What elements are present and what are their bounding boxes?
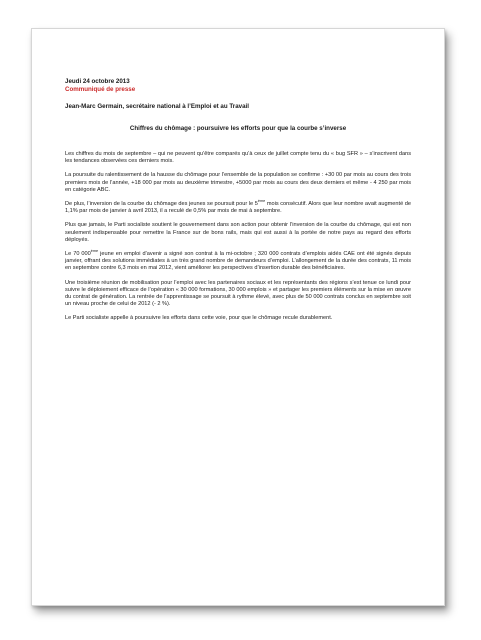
paragraph-text: mois consécutif. Alors que leur nombre avait augmenté de 1,1% par mois de janvier à avril 2013, il a reculé de 0,5% par mois de mai à septembre. bbox=[65, 201, 411, 215]
paragraph-conclusion: Le Parti socialiste appelle à poursuivre les efforts dans cette voie, pour que le chômage recule durablement. bbox=[65, 315, 333, 322]
document-title: Chiffres du chômage : poursuivre les efforts pour que la courbe s’inverse bbox=[129, 124, 347, 132]
paragraph-intro: Les chiffres du mois de septembre – qui ne peuvent qu’être comparés qu’à ceux de juillet compte tenu du « bug SFR » – s’inscrivent dans les tendances observées ces derniers mois. bbox=[65, 151, 411, 165]
document-author: Jean-Marc Germain, secrétaire national à l’Emploi et au Travail bbox=[65, 103, 249, 110]
paragraph-text: De plus, l’inversion de la courbe du chômage des jeunes se poursuit pour le 5 bbox=[65, 201, 258, 208]
paragraph-text: Le 70 000 bbox=[65, 251, 91, 258]
paragraph-youth bbox=[65, 201, 411, 215]
paragraph-meeting: Une troisième réunion de mobilisation pour l’emploi avec les partenaires sociaux et les représentants des régions s’est tenue ce lundi pour suivre le déploiement efficace de l’opération « 30 000 formations, 30 000 emplois » et partager les premiers éléments sur la mise en œuvre du contrat de génération. La rentrée de l’apprentissage se poursuit à rythme élevé, avec plus de 50 000 contrats conclus en septembre soit un niveau proche de celui de 2012 (- 2 %). bbox=[65, 279, 411, 308]
superscript: ème bbox=[90, 249, 99, 254]
document-page bbox=[31, 28, 445, 606]
superscript: ème bbox=[257, 199, 266, 204]
document-date: Jeudi 24 octobre 2013 bbox=[65, 78, 130, 85]
paragraph-slowdown: La poursuite du ralentissement de la hausse du chômage pour l’ensemble de la population se confirme : +30 00 par mois au cours des trois premiers mois de l’année, +18 000 par mois au deuxième trimestre, +5000 par mois au cours des deux derniers et même - 4 250 par mois en catégorie ABC. bbox=[65, 172, 411, 193]
paragraph-support: Plus que jamais, le Parti socialiste soutient le gouvernement dans son action pour obtenir l’inversion de la courbe du chômage, qui est non seulement indispensable pour remettre la France sur de bons rails, mais qui est aussi à la portée de notre pays au regard des efforts déployés. bbox=[65, 222, 411, 243]
press-release-label: Communiqué de presse bbox=[65, 85, 136, 93]
document-content bbox=[65, 78, 411, 330]
paragraph-text: jeune en emploi d’avenir a signé son contrat à la mi-octobre ; 320 000 contrats d’emplois aidés CAE ont été signés depuis janvier, offrant des solutions immédiates à un très grand nombre de demandeurs d’emploi. L’allongement de la durée des contrats, 11 mois en septembre contre 6,3 mois en mai 2012, vient améliorer les perspectives d’insertion durable des bénéficiaires. bbox=[65, 251, 412, 272]
paragraph-contracts bbox=[65, 251, 411, 273]
